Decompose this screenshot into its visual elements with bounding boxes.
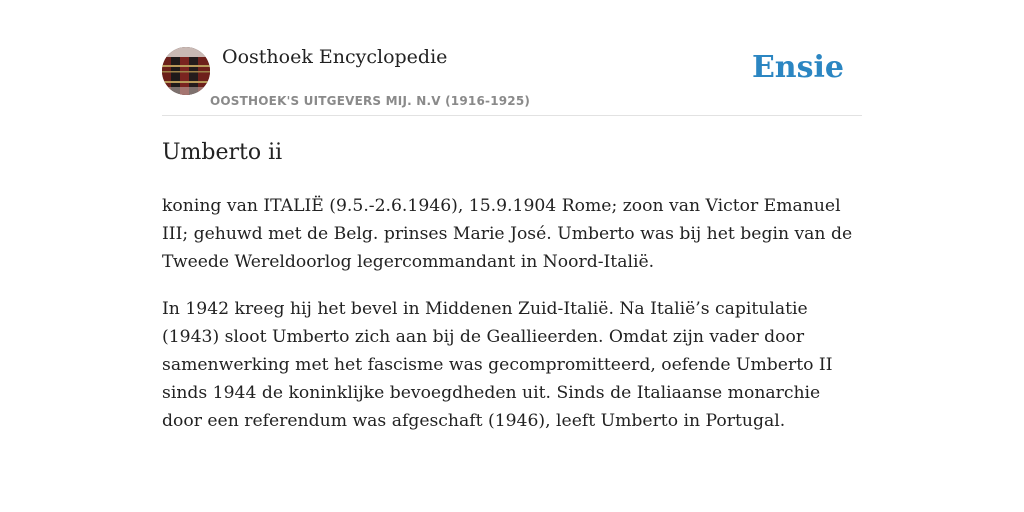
entry-title: Umberto ii: [162, 140, 283, 165]
entry-paragraph: koning van ITALIË (9.5.-2.6.1946), 15.9.1904 Rome; zoon van Victor Emanuel III; gehuwd met de Belg. prinses Marie José. Umberto was bij het begin van de Tweede Wereldoorlog legercommandant in Noord-Italië.: [162, 196, 853, 272]
entry-paragraph: In 1942 kreeg hij het bevel in Middenen Zuid-Italië. Na Italië’s capitulatie (1943) sloot Umberto zich aan bij de Geallieerden. Omdat zijn vader door samenwerking met het fascisme was gecompromitteerd, oefende Umberto II sinds 1944 de koninklijke bevoegdheden uit. Sinds de Italiaanse monarchie door een referendum was afgeschaft (1946), leeft Umberto in Portugal.: [162, 299, 833, 431]
source-subtitle: OOSTHOEK'S UITGEVERS MIJ. N.V (1916-1925): [210, 94, 531, 108]
entry-body: [162, 192, 862, 454]
book-spines-icon: [162, 47, 210, 95]
brand-logo[interactable]: Ensie: [751, 50, 844, 85]
source-title[interactable]: Oosthoek Encyclopedie: [222, 46, 448, 68]
source-avatar[interactable]: [162, 47, 210, 95]
source-header: [162, 46, 862, 116]
